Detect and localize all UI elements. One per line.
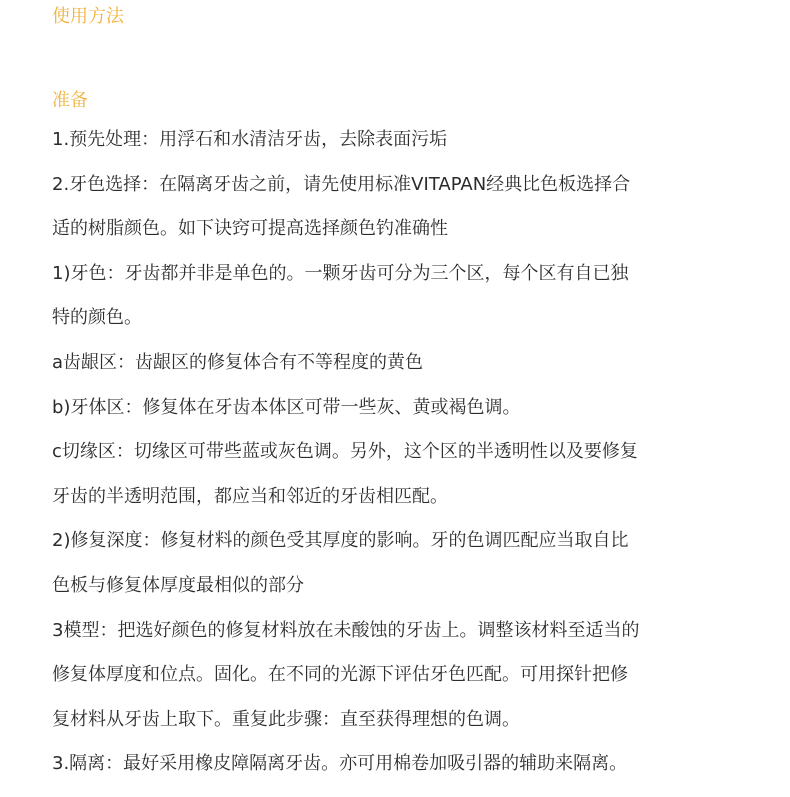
text-line: 修复体厚度和位点。固化。在不同的光源下评估牙色匹配。可用探针把修: [52, 664, 628, 686]
text-line: 复材料从牙齿上取下。重复此步骤：直至获得理想的色调。: [52, 708, 520, 730]
text-line: 1.预先处理：用浮石和水清洁牙齿，去除表面污垢: [52, 129, 448, 150]
text-line: a齿龈区：齿龈区的修复体合有不等程度的黄色: [52, 351, 424, 373]
text-line: 2.牙色选择：在隔离牙齿之前，请先使用标准VITAPAN经典比色板选择合: [52, 173, 631, 195]
text-line: b)牙体区：修复体在牙齿本体区可带一些灰、黄或褐色调。: [52, 396, 521, 418]
text-line: 特的颜色。: [52, 307, 142, 329]
text-line: 色板与修复体厚度最相似的部分: [52, 574, 304, 596]
text-line: 适的树脂颜色。如下诀窍可提高选择颜色钓准确性: [52, 218, 448, 240]
instruction-text: [52, 128, 782, 797]
text-line: 牙齿的半透明范围，都应当和邻近的牙齿相匹配。: [52, 485, 448, 507]
text-line: c切缘区：切缘区可带些蓝或灰色调。另外，这个区的半透明性以及要修复: [52, 441, 638, 463]
subsection-title: 准备: [52, 90, 88, 111]
section-title: 使用方法: [52, 6, 124, 27]
text-line: 3模型：把选好颜色的修复材料放在未酸蚀的牙齿上。调整该材料至适当的: [52, 619, 640, 641]
text-line: 2)修复深度：修复材料的颜色受其厚度的影响。牙的色调匹配应当取自比: [52, 530, 629, 552]
text-line: 1)牙色：牙齿都并非是单色的。一颗牙齿可分为三个区，每个区有自已独: [52, 262, 629, 284]
text-line: 3.隔离：最好采用橡皮障隔离牙齿。亦可用棉卷加吸引器的辅助来隔离。: [52, 753, 628, 775]
